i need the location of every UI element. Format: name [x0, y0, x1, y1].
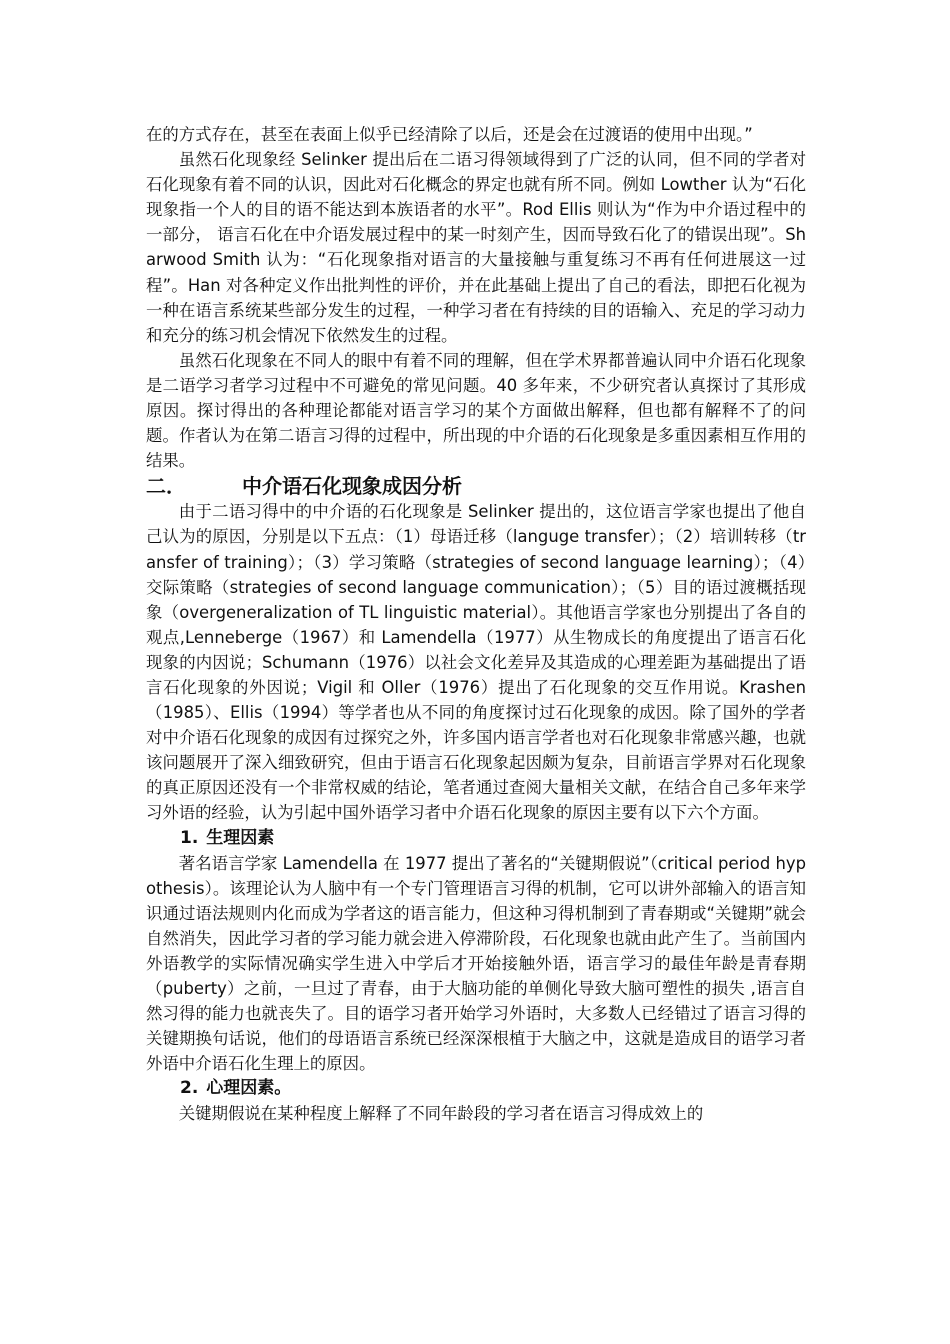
- subsection-heading-physiological: [146, 826, 806, 851]
- paragraph-psychological: 关键期假说在某种程度上解释了不同年龄段的学习者在语言习得成效上的: [178, 1104, 704, 1124]
- subsection-heading-psychological: [146, 1076, 806, 1101]
- subsection-number: 2.: [180, 1078, 199, 1099]
- paragraph-physiological: 著名语言学家 Lamendella 在 1977 提出了著名的“关键期假说”（critical period hypothesis）。该理论认为人脑中有一个专门管理语言习得的机制，它可以讲外部输入的语言知识通过语法规则内化而成为学者这的语言能力，但这种习得机制到了青春期或“关键期”就会自然消失，因此学习者的学习能力就会进入停滞阶段，石化现象也就由此产生了。当前国内外语教学的实际情况确实学生进入中学后才开始接触外语，语言学习的最佳年龄是青春期（puberty）之前，一旦过了青春，由于大脑功能的单侧化导致大脑可塑性的损失 ,语言自然习得的能力也就丧失了。目的语学习者开始学习外语时，大多数人已经错过了语言习得的关键期换句话说，他们的母语语言系统已经深深根植于大脑之中，这就是造成目的语学习者外语中介语石化生理上的原因。: [146, 853, 806, 1074]
- section-number: 二．: [146, 474, 186, 499]
- section-heading: [146, 473, 806, 499]
- paragraph-causes: 由于二语习得中的中介语的石化现象是 Selinker 提出的，这位语言学家也提出了他自己认为的原因，分别是以下五点：（1）母语迁移（languge transfer）；（2）培训转移（transfer of training）；（3）学习策略（strategies of second language learning）；（4）交际策略（strategies of second language communication）；（5）目的语过渡概括现象（overgeneralization of TL linguistic material）。其他语言学家也分别提出了各自的观点,Lenneberge（1967）和 Lamendella（1977）从生物成长的角度提出了语言石化现象的内因说；Schumann（1976）以社会文化差异及其造成的心理差距为基础提出了语言石化现象的外因说；Vigil 和 Oller（1976）提出了石化现象的交互作用说。Krashen（1985）、Ellis（1994）等学者也从不同的角度探讨过石化现象的成因。除了国外的学者对中介语石化现象的成因有过探究之外，许多国内语言学者也对石化现象非常感兴趣，也就该问题展开了深入细致研究，但由于语言石化现象起因颇为复杂，目前语言学界对石化现象的真正原因还没有一个非常权威的结论，笔者通过查阅大量相关文献，在结合自己多年来学习外语的经验，认为引起中国外语学习者中介语石化现象的原因主要有以下六个方面。: [146, 502, 806, 823]
- paragraph-definitions: 虽然石化现象经 Selinker 提出后在二语习得领域得到了广泛的认同，但不同的学者对石化现象有着不同的认识，因此对石化概念的界定也就有所不同。例如 Lowther 认为“石化现象指一个人的目的语不能达到本族语者的水平”。Rod Ellis 则认为“作为中介语过程中的一部分， 语言石化在中介语发展过程中的某一时刻产生，因而导致石化了的错误出现”。Sharwood Smith 认为：“石化现象指对语言的大量接触与重复练习不再有任何进展这一过程”。Han 对各种定义作出批判性的评价，并在此基础上提出了自己的看法，即把石化视为一种在语言系统某些部分发生的过程，一种学习者在有持续的目的语输入、充足的学习动力和充分的练习机会情况下依然发生的过程。: [146, 150, 806, 345]
- subsection-title: 心理因素。: [206, 1078, 292, 1099]
- paragraph-continuation: 在的方式存在，甚至在表面上似乎已经清除了以后，还是会在过渡语的使用中出现。”: [146, 125, 753, 144]
- paragraph-consensus: 虽然石化现象在不同人的眼中有着不同的理解，但在学术界都普遍认同中介语石化现象是二语学习者学习过程中不可避免的常见问题。40 多年来，不少研究者认真探讨了其形成原因。探讨得出的各种理论都能对语言学习的某个方面做出解释，但也都有解释不了的问题。作者认为在第二语言习得的过程中，所出现的中介语的石化现象是多重因素相互作用的结果。: [146, 350, 806, 471]
- section-title: 中介语石化现象成因分析: [242, 474, 462, 499]
- subsection-title: 生理因素: [206, 827, 275, 848]
- subsection-number: 1.: [180, 827, 199, 848]
- document-body: [146, 122, 806, 1126]
